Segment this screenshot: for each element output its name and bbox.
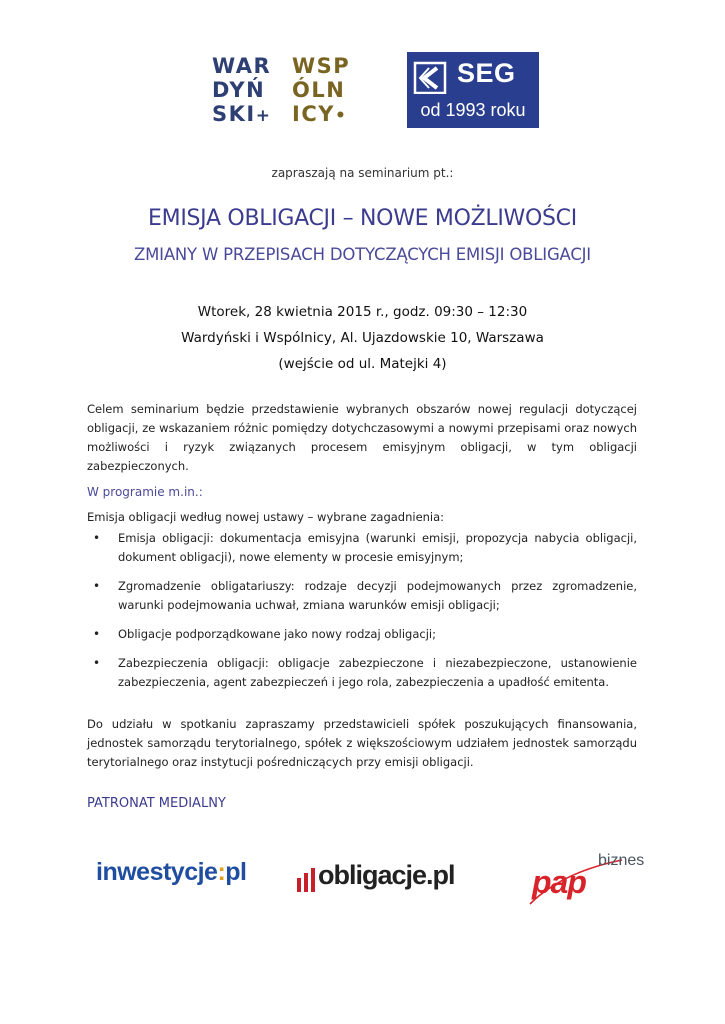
event-location: Wardyński i Wspólnicy, Al. Ujazdowskie 10, Warszawa <box>181 330 544 346</box>
wardynski-logo-right: WSP ÓLN ICY• <box>292 54 351 126</box>
list-item: • Emisja obligacji: dokumentacja emisyjna (warunki emisji, propozycja nabycia obligacji, dokument obligacji), nowe elementy w procesie emisyjnym; <box>93 531 637 564</box>
bullet-icon: • <box>93 579 101 593</box>
wardynski-logo <box>212 54 362 128</box>
bullet-icon: • <box>93 531 101 545</box>
bar-chart-icon <box>296 868 316 892</box>
program-heading: W programie m.in.: <box>87 485 203 499</box>
bullet-icon: • <box>93 656 101 670</box>
seminar-title: EMISJA OBLIGACJI – NOWE MOŻLIWOŚCI <box>148 206 577 231</box>
event-entrance: (wejście od ul. Matejki 4) <box>278 356 447 372</box>
pap-biznes-logo: biznes pap <box>522 850 642 910</box>
seg-subtitle: od 1993 roku <box>420 100 526 120</box>
event-date-time: Wtorek, 28 kwietnia 2015 r., godz. 09:30 – 12:30 <box>197 304 528 320</box>
closing-paragraph: Do udziału w spotkaniu zapraszamy przedstawicieli spółek poszukujących finansowania, jednostek samorządu terytorialnego, spółek z większościowym udziałem jednostek samorządu terytorialnego oraz instytucji pośredniczących przy emisji obligacji. <box>87 717 637 769</box>
seg-name: SEG <box>457 58 516 88</box>
list-item: • Obligacje podporządkowane jako nowy rodzaj obligacji; <box>87 625 637 644</box>
inwestycje-logo: inwestycje:pl <box>96 858 247 886</box>
invitation-text: zapraszają na seminarium pt.: <box>271 166 454 180</box>
list-item: • Zgromadzenie obligatariuszy: rodzaje decyzji podejmowanych przez zgromadzenie, warunki podejmowania uchwał, zmiana warunków emisji obligacji; <box>93 579 637 612</box>
patronage-heading: PATRONAT MEDIALNY <box>87 796 226 811</box>
list-item: • Zabezpieczenia obligacji: obligacje zabezpieczone i niezabezpieczone, ustanowienie zabezpieczenia, agent zabezpieczeń i jego rola, zabezpieczenia a upadłość emitenta. <box>93 656 637 689</box>
seg-logo <box>407 52 539 128</box>
bullet-icon: • <box>93 627 101 641</box>
seminar-subtitle: ZMIANY W PRZEPISACH DOTYCZĄCYCH EMISJI OBLIGACJI <box>134 245 591 264</box>
intro-paragraph: Celem seminarium będzie przedstawienie wybranych obszarów nowej regulacji dotyczącej obligacji, ze wskazaniem różnic pomiędzy dotychczasowymi a nowymi przepisami oraz nowych możliwości i ryzyk związanych procesem emisyjnym obligacji, w tym obligacji zabezpieczonych. <box>87 402 637 473</box>
program-lead: Emisja obligacji według nowej ustawy – wybrane zagadnienia: <box>87 510 445 524</box>
wardynski-logo-left: WAR DYŃ SKI+ <box>212 54 272 126</box>
program-list <box>87 529 637 702</box>
